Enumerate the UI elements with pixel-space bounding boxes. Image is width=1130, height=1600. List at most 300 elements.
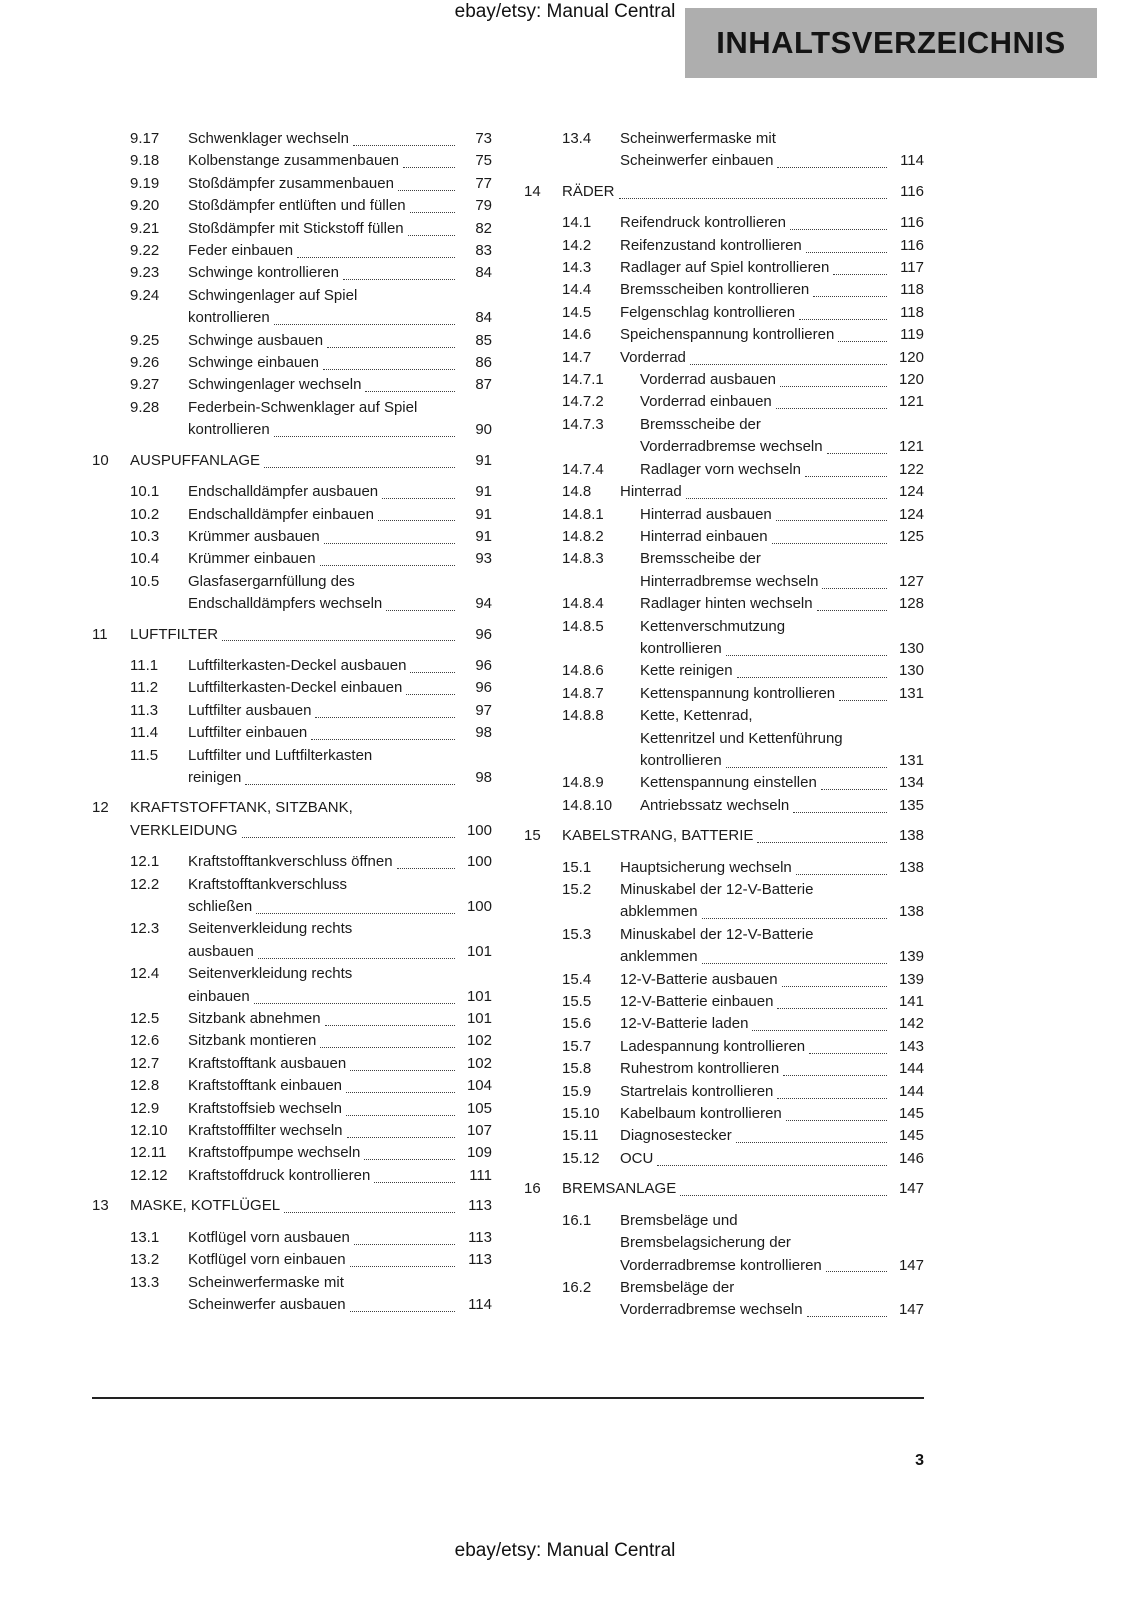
toc-entry-title-block [188,1249,492,1271]
toc-entry-title: Hinterradbremse wechseln [640,572,819,590]
toc-entry-title-block [620,969,924,991]
toc-entry [92,173,492,195]
toc-entry-page-number: 102 [466,1054,492,1072]
toc-entry-title-block [188,1120,492,1142]
toc-entry [92,1120,492,1142]
toc-column-left [92,128,492,1322]
toc-leader-dots [780,386,887,387]
toc-entry-title-block [188,918,492,963]
toc-entry-number: 11.5 [130,746,159,764]
toc-entry-number: 14.7.2 [562,393,604,411]
toc-entry [92,1098,492,1120]
toc-entry-title: Kraftstofftank einbauen [188,1077,342,1095]
toc-entry-title: Sitzbank montieren [188,1032,317,1050]
toc-entry-title-block [188,374,492,396]
toc-entry [524,279,924,301]
toc-entry-page-number: 91 [475,451,492,469]
toc-entry [92,195,492,217]
toc-entry-last-line [620,279,924,301]
toc-entry-number: 9.25 [130,331,160,349]
toc-entry-title-block [188,1098,492,1120]
toc-entry-last-line [640,369,924,391]
toc-entry-title: Bremsscheiben kontrollieren [620,281,810,299]
toc-entry-last-line [620,235,924,257]
toc-entry-title-line: Bremsscheibe der [640,550,761,568]
toc-entry-title: Ladespannung kontrollieren [620,1037,806,1055]
toc-entry-last-line [620,1036,924,1058]
toc-leader-dots [353,145,455,146]
toc-entry-number: 14.4 [562,281,592,299]
toc-entry-last-line [188,504,492,526]
toc-entry-page-number: 101 [466,942,492,960]
toc-leader-dots [726,767,887,768]
toc-entry-number: 15 [524,827,541,845]
toc-leader-dots [258,958,455,959]
toc-entry-title-line: Bremsscheibe der [640,415,761,433]
toc-entry-page-number: 79 [475,197,492,215]
toc-entry-title-block [188,285,492,330]
toc-entry [92,285,492,330]
toc-entry-last-line [562,1178,924,1200]
toc-leader-dots [350,1266,455,1267]
toc-entry-last-line [640,526,924,548]
toc-entry-title: Hinterrad [620,483,682,501]
toc-leader-dots [657,1165,887,1166]
toc-entry-last-line [188,1249,492,1271]
toc-entry-title-line: KRAFTSTOFFTANK, SITZBANK, [130,799,353,817]
toc-leader-dots [826,1271,887,1272]
toc-entry-number: 14.5 [562,303,592,321]
toc-entry [92,797,492,842]
toc-entry [524,683,924,705]
toc-leader-dots [397,868,455,869]
toc-entry-last-line [640,638,924,660]
toc-entry [92,1165,492,1187]
toc-entry-last-line [620,1148,924,1170]
toc-entry-title-block [188,504,492,526]
toc-entry-last-line [188,677,492,699]
toc [92,128,924,1322]
toc-entry-number: 14.8.4 [562,595,604,613]
toc-entry-page-number: 96 [475,656,492,674]
toc-entry-number: 13 [92,1197,109,1215]
toc-leader-dots [284,1212,455,1213]
toc-leader-dots [807,1316,887,1317]
toc-entry-number: 16.1 [562,1211,592,1229]
toc-entry-title-line: Federbein-Schwenklager auf Spiel [188,398,418,416]
toc-entry-title-block [188,1075,492,1097]
toc-entry-title: 12-V-Batterie laden [620,1015,749,1033]
toc-leader-dots [378,520,455,521]
toc-entry-number: 16 [524,1180,541,1198]
toc-entry-page-number: 104 [466,1077,492,1095]
toc-leader-dots [346,1092,455,1093]
toc-entry-page-number: 121 [898,438,924,456]
toc-entry-number: 12.4 [130,965,160,983]
toc-entry-number: 9.23 [130,264,160,282]
toc-leader-dots [736,1142,887,1143]
toc-entry [92,330,492,352]
toc-entry-page-number: 139 [898,948,924,966]
toc-leader-dots [838,341,887,342]
toc-leader-dots [410,672,455,673]
toc-entry [524,1058,924,1080]
toc-entry-last-line [562,181,924,203]
toc-entry-title: Scheinwerfer ausbauen [188,1295,346,1313]
toc-entry-last-line [640,795,924,817]
page-title-banner [685,8,1097,78]
toc-entry-title: Hauptsicherung wechseln [620,858,792,876]
toc-entry [524,459,924,481]
toc-leader-dots [793,812,887,813]
toc-entry-title-block [130,450,492,472]
toc-entry-number: 9.28 [130,398,160,416]
toc-entry-page-number: 128 [898,595,924,613]
toc-entry-title: Scheinwerfer einbauen [620,152,774,170]
toc-entry-title: Radlager auf Spiel kontrollieren [620,259,830,277]
toc-entry-title-block [188,128,492,150]
toc-entry-last-line [620,1299,924,1321]
toc-entry [524,128,924,173]
toc-entry-title: Schwinge ausbauen [188,331,324,349]
toc-entry-page-number: 91 [475,505,492,523]
toc-leader-dots [777,167,887,168]
toc-entry-title: Kraftstoffdruck kontrollieren [188,1166,371,1184]
toc-entry-title-block [188,195,492,217]
toc-entry-page-number: 138 [898,827,924,845]
toc-entry-page-number: 107 [466,1122,492,1140]
toc-entry-page-number: 96 [475,625,492,643]
toc-entry-page-number: 84 [475,309,492,327]
toc-entry-title-block [188,1165,492,1187]
toc-leader-dots [254,1003,455,1004]
toc-entry-number: 14 [524,182,541,200]
toc-entry-title-block [620,857,924,879]
toc-entry-page-number: 114 [900,152,924,170]
toc-entry [524,825,924,847]
toc-entry-page-number: 97 [475,701,492,719]
toc-entry [524,616,924,661]
toc-entry-title: Kraftstofftankverschluss öffnen [188,853,393,871]
toc-entry-title: Hinterrad einbauen [640,527,768,545]
toc-entry-page-number: 100 [466,821,492,839]
toc-entry [92,1272,492,1317]
toc-leader-dots [690,364,887,365]
toc-entry-page-number: 127 [898,572,924,590]
toc-entry-title: Kraftstofftank ausbauen [188,1054,347,1072]
toc-entry-title: RÄDER [562,182,615,200]
toc-entry [92,128,492,150]
toc-entry-title: kontrollieren [640,639,722,657]
toc-entry [92,150,492,172]
toc-entry-title-block [620,1081,924,1103]
toc-entry-title: kontrollieren [640,751,722,769]
toc-entry-page-number: 116 [900,214,924,232]
toc-entry-title-block [620,257,924,279]
toc-entry [524,795,924,817]
toc-leader-dots [346,1115,455,1116]
toc-entry-title-block [188,874,492,919]
toc-entry-last-line [188,307,492,329]
toc-entry-page-number: 90 [475,421,492,439]
toc-entry-title-block [188,173,492,195]
toc-entry-last-line [188,240,492,262]
toc-entry-page-number: 142 [898,1015,924,1033]
toc-entry-page-number: 94 [475,595,492,613]
toc-entry-number: 12.8 [130,1077,160,1095]
toc-entry-title: Endschalldämpfers wechseln [188,595,383,613]
toc-entry-title-block [562,1178,924,1200]
toc-entry-title-block [640,772,924,794]
toc-entry-page-number: 98 [475,768,492,786]
toc-entry-title-block [640,593,924,615]
toc-leader-dots [806,252,887,253]
toc-leader-dots [796,874,887,875]
toc-entry [524,414,924,459]
toc-entry-number: 14.6 [562,326,592,344]
toc-entry-number: 12.12 [130,1166,168,1184]
toc-entry [92,677,492,699]
toc-entry-title-block [188,330,492,352]
toc-entry-title-block [640,660,924,682]
toc-entry-last-line [640,660,924,682]
toc-entry-number: 14.2 [562,236,592,254]
toc-entry-last-line [130,624,492,646]
toc-entry-title: Kraftstoffsieb wechseln [188,1099,342,1117]
toc-entry-title-line: Luftfilter und Luftfilterkasten [188,746,373,764]
toc-entry-number: 12.1 [130,853,160,871]
toc-leader-dots [782,986,887,987]
toc-entry-page-number: 145 [898,1127,924,1145]
toc-leader-dots [757,842,887,843]
toc-entry [92,1053,492,1075]
toc-entry-page-number: 141 [898,993,924,1011]
toc-leader-dots [256,913,455,914]
toc-entry-number: 9.27 [130,376,160,394]
toc-entry-page-number: 100 [466,898,492,915]
toc-entry-page-number: 143 [898,1037,924,1055]
toc-entry [92,262,492,284]
toc-entry-last-line [620,1013,924,1035]
toc-entry-last-line [188,526,492,548]
toc-entry-title-line: Minuskabel der 12-V-Batterie [620,925,814,943]
toc-entry [524,548,924,593]
toc-entry [92,1075,492,1097]
toc-leader-dots [783,1075,887,1076]
toc-entry-page-number: 75 [475,152,492,170]
toc-leader-dots [777,1098,887,1099]
toc-entry-last-line [640,504,924,526]
toc-entry-page-number: 131 [898,684,924,702]
toc-entry [92,851,492,873]
toc-entry [92,1227,492,1249]
toc-leader-dots [347,1137,455,1138]
toc-entry-page-number: 131 [898,751,924,769]
toc-entry-last-line [620,347,924,369]
toc-entry [524,504,924,526]
toc-entry [524,391,924,413]
toc-entry-title-block [188,352,492,374]
toc-entry [524,1036,924,1058]
toc-entry [524,1013,924,1035]
toc-entry-title-block [188,150,492,172]
toc-entry-title: Schwenklager wechseln [188,130,349,147]
toc-entry-last-line [188,1165,492,1187]
toc-entry-title-block [188,700,492,722]
toc-entry-number: 12.11 [130,1144,167,1162]
toc-leader-dots [777,1008,887,1009]
toc-entry [92,571,492,616]
toc-entry-last-line [640,391,924,413]
toc-entry [524,212,924,234]
toc-entry-last-line [620,1125,924,1147]
toc-entry-number: 12.6 [130,1032,160,1050]
toc-entry-title: einbauen [188,987,250,1005]
toc-entry-page-number: 96 [475,679,492,697]
toc-entry-page-number: 102 [466,1032,492,1050]
toc-entry-title: kontrollieren [188,309,270,327]
toc-leader-dots [813,296,887,297]
toc-entry-title: Stoßdämpfer zusammenbauen [188,174,394,192]
toc-entry-number: 14.8.3 [562,550,604,568]
toc-entry [524,1277,924,1322]
toc-entry-number: 9.22 [130,242,160,260]
toc-entry-title-block [188,1227,492,1249]
toc-entry-last-line [620,150,924,172]
toc-entry-title: Endschalldämpfer einbauen [188,505,374,523]
toc-entry-number: 10.2 [130,505,160,523]
toc-entry-title: Luftfilter ausbauen [188,701,312,719]
toc-entry-title-block [188,745,492,790]
toc-entry-title-block [620,879,924,924]
toc-entry [524,1103,924,1125]
toc-entry-last-line [188,700,492,722]
toc-entry-last-line [620,969,924,991]
toc-entry [92,700,492,722]
toc-entry [524,1125,924,1147]
toc-entry-last-line [130,450,492,472]
toc-leader-dots [350,1070,455,1071]
toc-entry-last-line [620,991,924,1013]
toc-entry-last-line [188,262,492,284]
toc-leader-dots [827,453,887,454]
toc-entry-last-line [620,257,924,279]
toc-entry-number: 14.8.6 [562,662,604,680]
toc-entry-title: AUSPUFFANLAGE [130,451,261,469]
toc-entry-page-number: 84 [475,264,492,282]
toc-entry-last-line [188,150,492,172]
toc-entry-last-line [620,1255,924,1277]
toc-entry-title-block [620,924,924,969]
toc-entry-page-number: 116 [900,182,924,200]
toc-entry-last-line [130,820,492,842]
toc-entry [524,969,924,991]
toc-entry [92,655,492,677]
toc-entry-title: Kotflügel vorn ausbauen [188,1228,350,1246]
toc-leader-dots [350,1311,455,1312]
toc-entry-title-block [188,548,492,570]
toc-leader-dots [374,1182,455,1183]
toc-entry-title: Feder einbauen [188,242,294,260]
toc-leader-dots [799,319,887,320]
toc-entry-last-line [188,1008,492,1030]
toc-entry-title: reinigen [188,768,242,786]
toc-entry [524,347,924,369]
toc-entry-last-line [640,436,924,458]
toc-entry-last-line [188,1053,492,1075]
toc-entry-title: Radlager hinten wechseln [640,595,813,613]
toc-entry-title: Endschalldämpfer ausbauen [188,483,379,501]
toc-entry-last-line [188,218,492,240]
toc-entry [92,374,492,396]
toc-entry-number: 9.24 [130,286,160,304]
toc-entry-title-line: Bremsbelagsicherung der [620,1234,791,1252]
toc-entry-page-number: 83 [475,242,492,260]
toc-entry [524,879,924,924]
toc-entry-title: Stoßdämpfer entlüften und füllen [188,197,406,215]
toc-entry-title-block [640,705,924,772]
toc-entry-title: Luftfilterkasten-Deckel ausbauen [188,656,407,674]
toc-entry-last-line [562,825,924,847]
toc-entry-last-line [188,374,492,396]
toc-entry-last-line [640,459,924,481]
toc-entry [92,1142,492,1164]
toc-entry-number: 15.5 [562,993,592,1011]
toc-leader-dots [403,167,455,168]
toc-leader-dots [822,588,887,589]
toc-entry-title-block [640,459,924,481]
toc-entry [92,1195,492,1217]
toc-entry-page-number: 124 [898,505,924,523]
toc-entry-number: 15.2 [562,881,592,898]
toc-leader-dots [274,436,455,437]
toc-entry-title: Vorderrad einbauen [640,393,772,411]
toc-entry-last-line [188,722,492,744]
toc-entry [524,593,924,615]
toc-entry-title: MASKE, KOTFLÜGEL [130,1197,281,1215]
toc-entry-title-block [640,391,924,413]
toc-entry [92,504,492,526]
toc-column-right [524,128,924,1322]
toc-entry [524,1081,924,1103]
toc-leader-dots [274,324,455,325]
toc-entry-title-block [188,851,492,873]
toc-entry-number: 9.18 [130,152,160,170]
toc-entry [524,324,924,346]
toc-entry-title-block [188,1053,492,1075]
toc-entry-page-number: 130 [898,662,924,680]
toc-leader-dots [297,257,455,258]
toc-entry-number: 10.5 [130,572,160,590]
toc-entry-title-block [188,655,492,677]
toc-entry [524,526,924,548]
toc-entry-last-line [188,1030,492,1052]
toc-entry-last-line [188,851,492,873]
toc-leader-dots [839,700,887,701]
toc-entry-page-number: 91 [475,483,492,501]
toc-entry-title-block [640,526,924,548]
toc-entry [524,369,924,391]
toc-leader-dots [354,1244,455,1245]
toc-entry-title: Kolbenstange zusammenbauen [188,152,399,170]
toc-entry-title-block [562,825,924,847]
toc-leader-dots [772,543,887,544]
toc-entry-page-number: 134 [898,774,924,792]
toc-entry-last-line [620,1081,924,1103]
toc-entry-title: Vorderrad [620,348,686,366]
toc-entry-last-line [188,986,492,1008]
toc-entry-title: Vorderradbremse wechseln [620,1301,803,1319]
